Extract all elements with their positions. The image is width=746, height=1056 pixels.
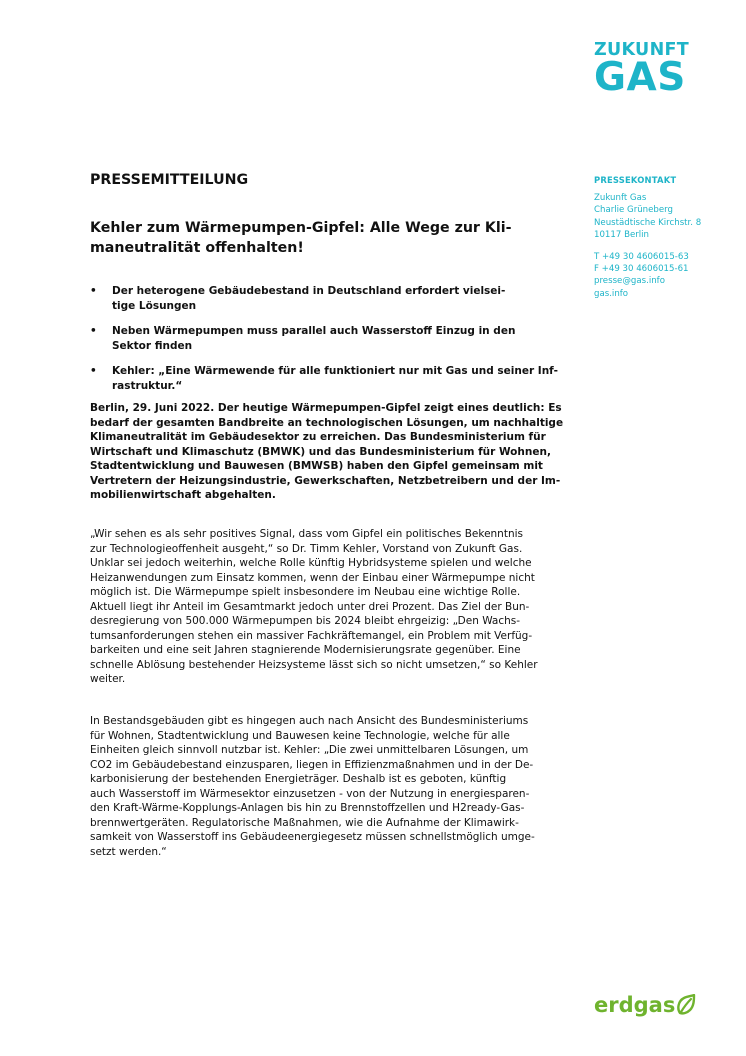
lead-line: mobilienwirtschaft abgehalten. — [90, 489, 276, 501]
body-paragraph-2 — [90, 714, 570, 859]
document-headline — [90, 218, 570, 258]
paragraph-line: Einheiten gleich sinnvoll nutzbar ist. Kehler: „Die zwei unmittelbaren Lösungen, um — [90, 744, 529, 756]
paragraph-line: desregierung von 500.000 Wärmepumpen bis 2024 bleibt ehrgeizig: „Den Wachs- — [90, 615, 521, 627]
press-contact-heading: PRESSEKONTAKT — [594, 175, 677, 185]
bullet-text: tige Lösungen — [112, 299, 197, 312]
paragraph-line: weiter. — [90, 673, 126, 685]
document-kicker: PRESSEMITTEILUNG — [90, 172, 249, 188]
summary-bullet — [90, 364, 570, 393]
paragraph-line: Unklar sei jedoch weiterhin, welche Rolle künftig Hybridsysteme spielen und welche — [90, 557, 532, 569]
headline-line: maneutralität offenhalten! — [90, 240, 304, 256]
contact-city: 10117 Berlin — [594, 229, 650, 240]
body-paragraph-1 — [90, 527, 570, 687]
paragraph-line: den Kraft-Wärme-Kopplungs-Anlagen bis hin zu Brennstoffzellen und H2ready-Gas- — [90, 802, 525, 814]
contact-website-link[interactable]: gas.info — [594, 288, 629, 299]
paragraph-line: In Bestandsgebäuden gibt es hingegen auch nach Ansicht des Bundesministeriums — [90, 715, 529, 727]
paragraph-line: samkeit von Wasserstoff ins Gebäudeenergiegesetz müssen schnellstmöglich umge- — [90, 831, 535, 843]
paragraph-line: Aktuell liegt ihr Anteil im Gesamtmarkt jedoch unter drei Prozent. Das Ziel der Bun- — [90, 600, 530, 613]
paragraph-line: barkeiten und eine seit Jahren stagnierende Modernisierungsrate gegenüber. Eine — [90, 644, 521, 656]
lead-line: Klimaneutralität im Gebäudesektor zu erreichen. Das Bundesministerium für — [90, 431, 546, 443]
bullet-text: Neben Wärmepumpen muss parallel auch Wasserstoff Einzug in den — [112, 325, 516, 337]
contact-phone: T +49 30 4606015-63 — [594, 252, 689, 263]
bullet-text: Sektor finden — [112, 339, 193, 352]
contact-fax: F +49 30 4606015-61 — [594, 264, 689, 275]
contact-street: Neustädtische Kirchstr. 8 — [594, 217, 702, 228]
bullet-marker: • — [90, 285, 97, 297]
paragraph-line: setzt werden.“ — [90, 845, 167, 858]
erdgas-logo — [594, 992, 696, 1018]
bullet-marker: • — [90, 365, 97, 377]
paragraph-line: tumsanforderungen stehen ein massiver Fachkräftemangel, ein Problem mit Verfüg- — [90, 629, 533, 642]
logo-line-2: GAS — [594, 55, 686, 100]
paragraph-line: Heizanwendungen zum Einsatz kommen, wenn der Einbau einer Wärmepumpe nicht — [90, 571, 535, 584]
leaf-icon — [676, 994, 696, 1016]
lead-line: Wirtschaft und Klimaschutz (BMWK) und das Bundesministerium für Wohnen, — [90, 445, 551, 458]
paragraph-line: für Wohnen, Stadtentwicklung und Bauwesen keine Technologie, welche für alle — [90, 729, 510, 742]
lead-line: Stadtentwicklung und Bauwesen (BMWSB) haben den Gipfel gemeinsam mit — [90, 460, 543, 472]
summary-bullet — [90, 284, 570, 313]
erdgas-logo-text: erdgas — [594, 993, 676, 1017]
paragraph-line: brennwertgeräten. Regulatorische Maßnahmen, wie die Aufnahme der Klimawirk- — [90, 816, 519, 829]
summary-bullet-list — [90, 284, 570, 404]
bullet-marker: • — [90, 325, 97, 337]
contact-org: Zukunft Gas — [594, 193, 647, 204]
bullet-text: Der heterogene Gebäudebestand in Deutschland erfordert vielsei- — [112, 285, 506, 297]
paragraph-line: schnelle Ablösung bestehender Heizsysteme lässt sich so nicht umsetzen,“ so Kehler — [90, 658, 538, 671]
zukunft-gas-logo — [594, 40, 704, 98]
headline-line: Kehler zum Wärmepumpen-Gipfel: Alle Wege zur Kli- — [90, 220, 512, 236]
paragraph-line: karbonisierung der bestehenden Energieträger. Deshalb ist es geboten, künftig — [90, 773, 507, 785]
lead-line: bedarf der gesamten Bandbreite an technologischen Lösungen, um nachhaltige — [90, 416, 564, 429]
lead-paragraph — [90, 401, 570, 503]
paragraph-line: zur Technologieoffenheit ausgeht,“ so Dr. Timm Kehler, Vorstand von Zukunft Gas. — [90, 542, 523, 555]
contact-person: Charlie Grüneberg — [594, 205, 673, 216]
contact-email-link[interactable]: presse@gas.info — [594, 276, 665, 287]
paragraph-line: „Wir sehen es als sehr positives Signal, dass vom Gipfel ein politisches Bekenntnis — [90, 528, 523, 540]
lead-line: Vertretern der Heizungsindustrie, Gewerkschaften, Netzbetreibern und der Im- — [90, 474, 561, 487]
summary-bullet — [90, 324, 570, 353]
logo-line-1: ZUKUNFT — [594, 40, 690, 60]
bullet-text: rastruktur.“ — [112, 379, 183, 392]
bullet-text: Kehler: „Eine Wärmewende für alle funktioniert nur mit Gas und seiner Inf- — [112, 365, 558, 377]
paragraph-line: CO2 im Gebäudebestand einzusparen, liegen in Effizienzmaßnahmen und in der De- — [90, 758, 534, 771]
paragraph-line: auch Wasserstoff im Wärmesektor einzusetzen - von der Nutzung in energiesparen- — [90, 787, 530, 800]
lead-line: Berlin, 29. Juni 2022. Der heutige Wärmepumpen-Gipfel zeigt eines deutlich: Es — [90, 402, 562, 414]
press-contact-sidebar — [594, 174, 734, 300]
paragraph-line: möglich ist. Die Wärmepumpe spielt insbesondere im Neubau eine wichtige Rolle. — [90, 586, 521, 598]
